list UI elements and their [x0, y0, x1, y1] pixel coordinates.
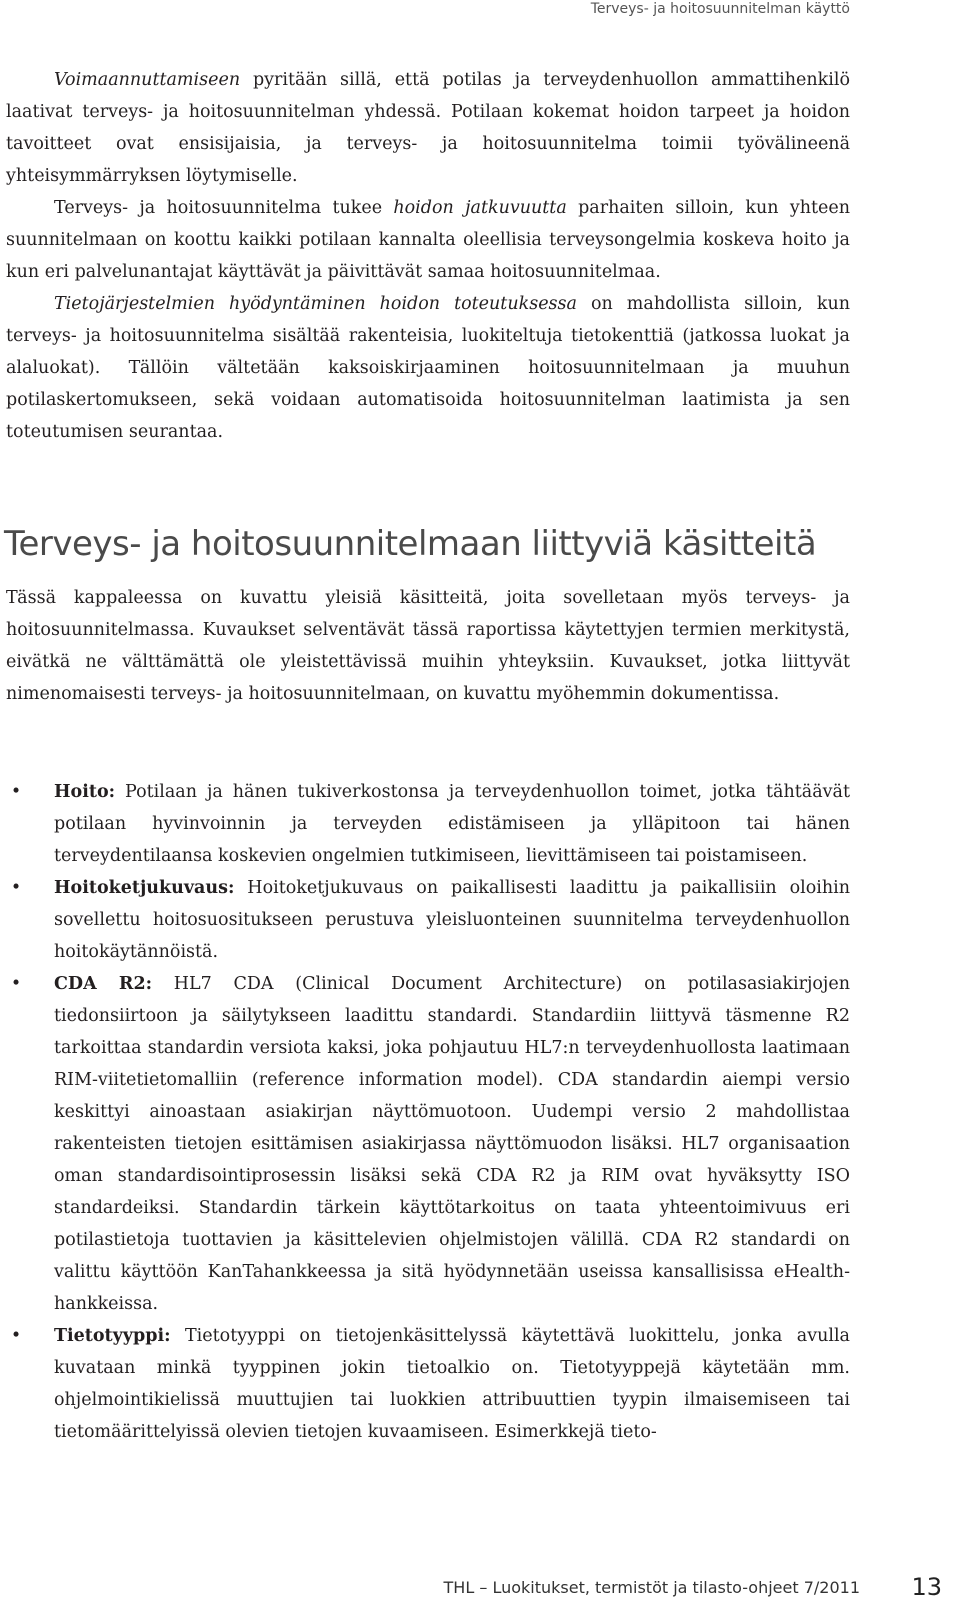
bullet-icon: •	[10, 974, 22, 994]
page-footer	[444, 1578, 860, 1598]
paragraph-information-systems	[6, 288, 850, 448]
bullet-icon: •	[10, 878, 22, 898]
definition-text: Tietotyyppi on tietojenkäsittelyssä käytettävä luokittelu, jonka avulla kuvataan minkä tyyppinen jokin tietoalkio on. Tietotyyppejä käytetään mm. ohjelmointikielissä muuttujien tai luokkien attribuuttien tyypin ilmaisemiseen tai tietomäärittelyissä olevien tietojen kuvaamiseen. Esimerkkejä tieto-	[54, 1326, 850, 1442]
paragraph-text: on mahdollista silloin, kun terveys- ja hoitosuunnitelma sisältää rakenteisia, luokiteltuja tietokenttiä (jatkossa luokat ja alaluokat). Tällöin vältetään kaksoiskirjaaminen hoitosuunnitelmaan ja muuhun potilaskertomukseen, sekä voidaan automatisoida hoitosuunnitelman laatimista ja sen toteutumisen seurantaa.	[6, 294, 851, 442]
section-heading: Terveys- ja hoitosuunnitelmaan liittyviä käsitteitä	[4, 524, 817, 564]
page-number: 13	[911, 1573, 942, 1601]
definition-text: HL7 CDA (Clinical Document Architecture) on potilasasiakirjojen tiedonsiirtoon ja säilytykseen laadittu standardi. Standardiin liittyvä täsmenne R2 tarkoittaa standardin versiota kaksi, joka pohjautuu HL7:n terveydenhuollosta laatimaan RIM-viitetietomalliin (reference information model). CDA standardin aiempi versio keskittyi ainoastaan asiakirjan näyttömuotoon. Uudempi versio 2 mahdollistaa rakenteisten tietojen esittämisen asiakirjassa näyttömuodon lisäksi. HL7 organisaation oman standardisointiprosessin lisäksi sekä CDA R2 ja RIM ovat hyväksytty ISO standardeiksi. Standardin tärkein käyttötarkoitus on taata yhteentoimivuus eri potilastietoja tuottavien ja käsittelevien ohjelmistojen välillä. CDA R2 standardi on valittu käyttöön KanTahankkeessa ja sitä hyödynnetään useissa kansallisissa eHealth-hankkeissa.	[54, 974, 850, 1314]
emphasis-term: Tietojärjestelmien hyödyntäminen hoidon toteutuksessa	[54, 294, 577, 314]
intro-paragraphs	[6, 64, 850, 448]
definition-term: CDA R2:	[54, 974, 153, 994]
paragraph-text: pyritään sillä, että potilas ja terveydenhuollon ammattihenkilö laativat terveys- ja hoitosuunnitelman yhdessä. Potilaan kokemat hoidon tarpeet ja hoidon tavoitteet ovat ensisijaisia, ja terveys- ja hoitosuunnitelma toimii työvälineenä yhteisymmärryksen löytymiselle.	[6, 70, 850, 186]
definition-list	[6, 776, 850, 1448]
emphasis-term: Voimaannuttamiseen	[54, 70, 241, 90]
section-intro-paragraph: Tässä kappaleessa on kuvattu yleisiä käsitteitä, joita sovelletaan myös terveys- ja hoitosuunnitelmassa. Kuvaukset selventävät tässä raportissa käytettyjen termien merkitystä, eivätkä ne välttämättä ole yleistettävissä muihin yhteyksiin. Kuvaukset, jotka liittyvät nimenomaisesti terveys- ja hoitosuunnitelmaan, on kuvattu myöhemmin dokumentissa.	[6, 588, 850, 704]
definition-item	[6, 776, 850, 872]
definition-item	[6, 1320, 850, 1448]
footer-separator: –	[479, 1578, 488, 1597]
bullet-icon: •	[10, 782, 22, 802]
running-header: Terveys- ja hoitosuunnitelman käyttö	[590, 1, 850, 17]
definition-term: Tietotyyppi:	[54, 1326, 171, 1346]
definition-term: Hoitoketjukuvaus:	[54, 878, 235, 898]
definition-text: Hoitoketjukuvaus on paikallisesti laadittu ja paikallisiin oloihin sovellettu hoitosuositukseen perustuva yleisluonteinen suunnitelma terveydenhuollon hoitokäytännöistä.	[54, 878, 850, 962]
definition-term: Hoito:	[54, 782, 116, 802]
definition-item	[6, 968, 850, 1320]
definition-item	[6, 872, 850, 968]
paragraph-empowerment	[6, 64, 850, 192]
definition-text: Potilaan ja hänen tukiverkostonsa ja terveydenhuollon toimet, jotka tähtäävät potilaan hyvinvoinnin ja terveyden edistämiseen ja ylläpitoon tai hänen terveydentilaansa koskevien ongelmien tutkimiseen, lievittämiseen tai poistamiseen.	[54, 782, 850, 866]
bullet-icon: •	[10, 1326, 22, 1346]
emphasis-term: hoidon jatkuvuutta	[393, 198, 567, 218]
paragraph-text: Terveys- ja hoitosuunnitelma tukee	[54, 198, 394, 218]
footer-series: Luokitukset, termistöt ja tilasto-ohjeet 7/2011	[492, 1578, 860, 1597]
paragraph-continuity	[6, 192, 850, 288]
paragraph-text: parhaiten silloin, kun yhteen suunnitelmaan on koottu kaikki potilaan kannalta oleellisia terveysongelmia koskeva hoito ja kun eri palvelunantajat käyttävät ja päivittävät samaa hoitosuunnitelmaa.	[6, 198, 850, 282]
footer-publisher: THL	[443, 1578, 475, 1597]
